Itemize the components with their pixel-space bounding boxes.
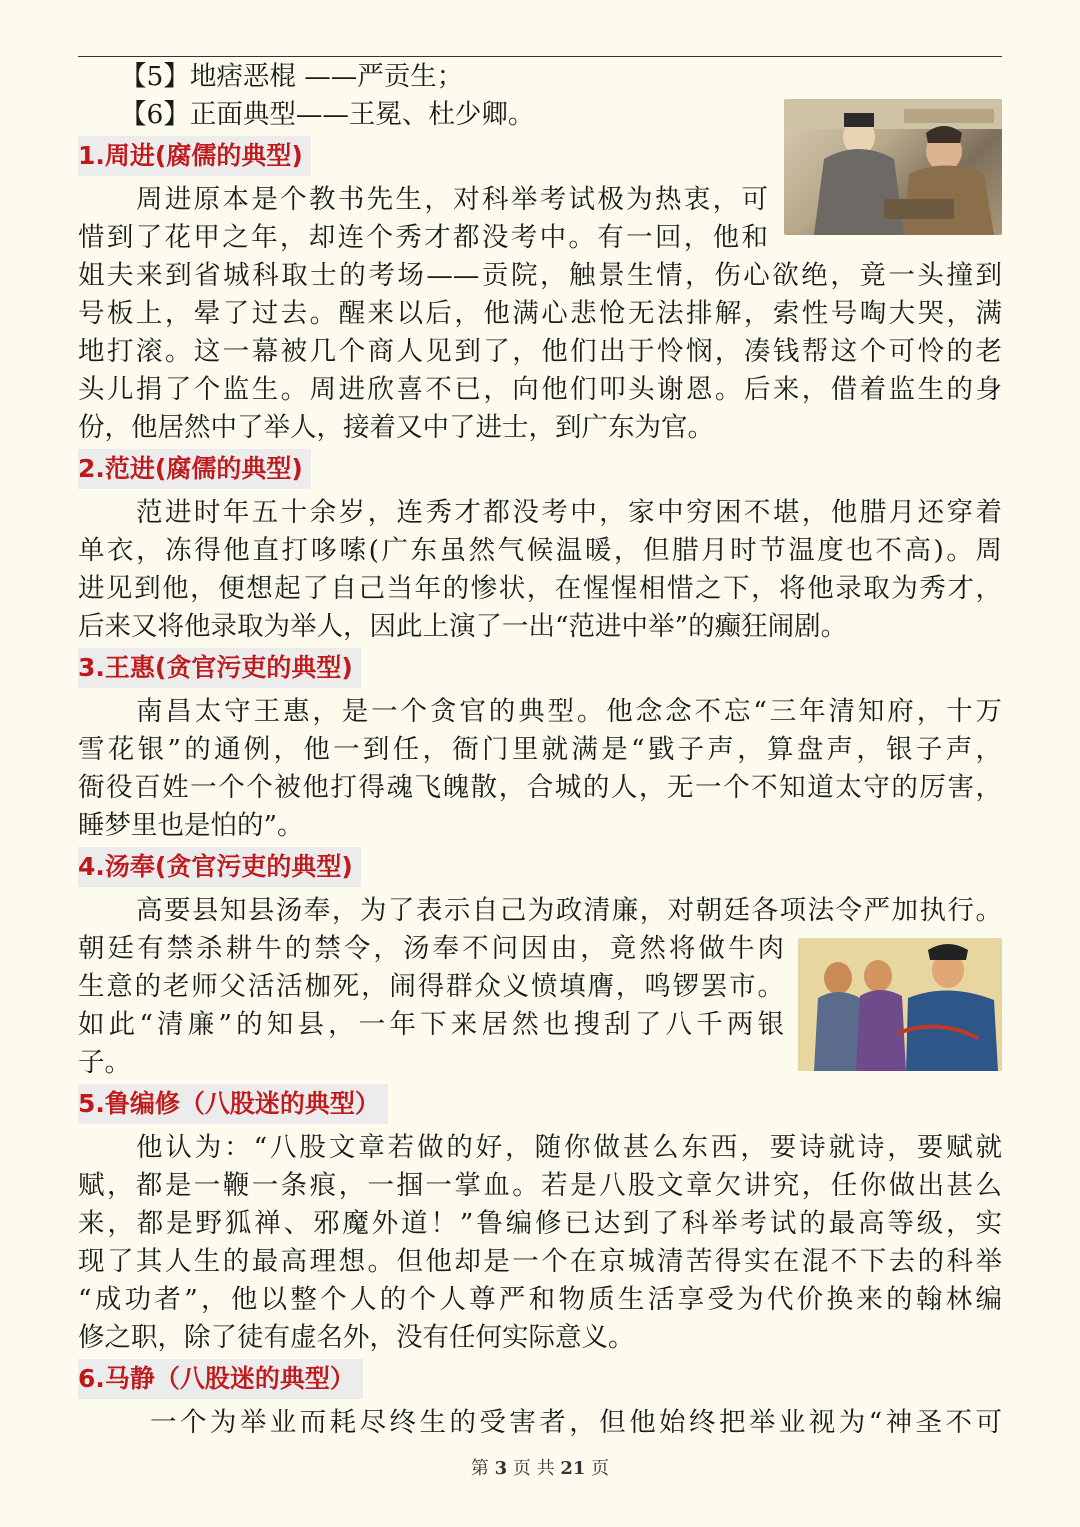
header-rule xyxy=(78,56,1002,57)
section-heading: 5.鲁编修（八股迷的典型） xyxy=(78,1084,388,1124)
section-heading: 1.周进(腐儒的典型) xyxy=(78,136,311,176)
document-body xyxy=(78,58,1002,1442)
paragraph-line: 来，都是野狐禅、邪魔外道！”鲁编修已达到了科举考试的最高等级，实 xyxy=(78,1208,1002,1239)
footer-prefix: 第 xyxy=(470,1458,489,1479)
paragraph-line: 头儿捐了个监生。周进欣喜不已，向他们叩头谢恩。后来，借着监生的身 xyxy=(78,374,1002,405)
paragraph-line: 现了其人生的最高理想。但他却是一个在京城清苦得实在混不下去的科举 xyxy=(78,1246,1002,1277)
paragraph-line: 进见到他，便想起了自己当年的惨状，在惺惺相惜之下，将他录取为秀才， xyxy=(78,573,1002,604)
footer-middle: 页 共 xyxy=(512,1458,555,1479)
section-heading: 6.马静（八股迷的典型） xyxy=(78,1359,363,1399)
paragraph-line: 睡梦里也是怕的”。 xyxy=(78,810,304,841)
section-heading: 2.范进(腐儒的典型) xyxy=(78,449,311,489)
paragraph-line: 号板上，晕了过去。醒来以后，他满心悲怆无法排解，索性号啕大哭，满 xyxy=(78,298,1002,329)
footer-suffix: 页 xyxy=(591,1458,610,1479)
footer-page-number: 3 xyxy=(494,1458,508,1479)
footer-total-pages: 21 xyxy=(560,1458,586,1479)
section-heading: 3.王惠(贪官污吏的典型) xyxy=(78,648,361,688)
paragraph-line: 子。 xyxy=(78,1047,131,1078)
paragraph-line: 范进时年五十余岁，连秀才都没考中，家中穷困不堪，他腊月还穿着 xyxy=(136,497,1002,528)
paragraph-line: 份，他居然中了举人，接着又中了进士，到广东为官。 xyxy=(78,412,714,443)
paragraph-line: 雪花银”的通例，他一到任，衙门里就满是“戥子声，算盘声，银子声， xyxy=(78,734,1002,765)
paragraph-line: 一个为举业而耗尽终生的受害者，但他始终把举业视为“神圣不可 xyxy=(150,1407,1002,1438)
list-item-5: 【5】地痞恶棍 ——严贡生； xyxy=(120,61,464,92)
list-item-6: 【6】正面典型——王冕、杜少卿。 xyxy=(120,99,535,130)
paragraph-line: 周进原本是个教书先生，对科举考试极为热衷，可 xyxy=(136,184,768,215)
paragraph-line: 如此“清廉”的知县，一年下来居然也搜刮了八千两银 xyxy=(78,1009,784,1040)
paragraph-line: “成功者”，他以整个人的个人尊严和物质生活享受为代价换来的翰林编 xyxy=(78,1284,1002,1315)
section-heading: 4.汤奉(贪官污吏的典型) xyxy=(78,847,361,887)
paragraph-line: 惜到了花甲之年，却连个秀才都没考中。有一回，他和 xyxy=(78,222,768,253)
page-footer xyxy=(0,1454,1080,1480)
paragraph-line: 衙役百姓一个个被他打得魂飞魄散，合城的人，无一个不知道太守的厉害， xyxy=(78,772,1002,803)
paragraph-line: 生意的老师父活活枷死，闹得群众义愤填膺，鸣锣罢市。 xyxy=(78,971,784,1002)
paragraph-line: 赋，都是一鞭一条痕，一掴一掌血。若是八股文章欠讲究，任你做出甚么 xyxy=(78,1170,1002,1201)
paragraph-line: 单衣，冻得他直打哆嗦(广东虽然气候温暖，但腊月时节温度也不高)。周 xyxy=(78,535,1002,566)
paragraph-line: 高要县知县汤奉，为了表示自己为政清廉，对朝廷各项法令严加执行。 xyxy=(136,895,1002,926)
paragraph-line: 南昌太守王惠，是一个贪官的典型。他念念不忘“三年清知府，十万 xyxy=(136,696,1002,727)
paragraph-line: 姐夫来到省城科取士的考场——贡院，触景生情，伤心欲绝，竟一头撞到 xyxy=(78,260,1002,291)
paragraph-line: 地打滚。这一幕被几个商人见到了，他们出于怜悯，凑钱帮这个可怜的老 xyxy=(78,336,1002,367)
paragraph-line: 他认为：“八股文章若做的好，随你做甚么东西，要诗就诗，要赋就 xyxy=(136,1132,1002,1163)
paragraph-line: 修之职，除了徒有虚名外，没有任何实际意义。 xyxy=(78,1322,635,1353)
paragraph-line: 后来又将他录取为举人，因此上演了一出“范进中举”的癫狂闹剧。 xyxy=(78,611,848,642)
paragraph-line: 朝廷有禁杀耕牛的禁令，汤奉不问因由，竟然将做牛肉 xyxy=(78,933,784,964)
